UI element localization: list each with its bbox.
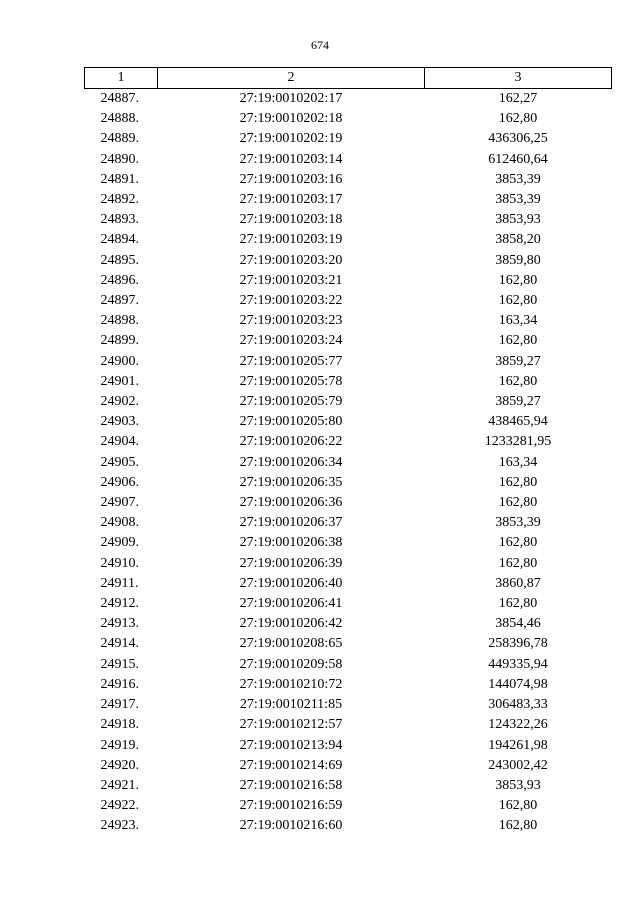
- value: 306483,33: [488, 697, 548, 713]
- value: 162,80: [498, 111, 538, 127]
- cadastral-number: 27:19:0010214:69: [239, 757, 343, 773]
- value: 162,80: [498, 535, 538, 551]
- value: 3853,39: [495, 515, 541, 531]
- value: 163,34: [498, 313, 538, 329]
- row-number: 24890.: [100, 151, 139, 167]
- row-number: 24903.: [100, 414, 139, 430]
- data-table: [84, 67, 612, 837]
- cadastral-number: 27:19:0010203:16: [239, 171, 343, 187]
- cadastral-number: 27:19:0010202:18: [239, 111, 343, 127]
- cadastral-number: 27:19:0010205:77: [239, 353, 343, 369]
- row-number: 24895.: [100, 252, 139, 268]
- table-row: [85, 513, 612, 533]
- row-number: 24906.: [100, 474, 139, 490]
- value: 612460,64: [488, 151, 548, 167]
- cadastral-number: 27:19:0010202:19: [239, 131, 343, 147]
- table-row: [85, 675, 612, 695]
- row-number: 24901.: [100, 373, 139, 389]
- value: 162,80: [498, 474, 538, 490]
- value: 162,80: [498, 495, 538, 511]
- column-header-3: 3: [425, 68, 612, 89]
- row-number: 24907.: [100, 495, 139, 511]
- table-row: [85, 392, 612, 412]
- value: 438465,94: [488, 414, 548, 430]
- cadastral-number: 27:19:0010203:17: [239, 192, 343, 208]
- row-number: 24891.: [100, 171, 139, 187]
- table-row: [85, 473, 612, 493]
- table-row: [85, 695, 612, 715]
- value: 162,80: [498, 293, 538, 309]
- table-row: [85, 291, 612, 311]
- value: 243002,42: [488, 757, 548, 773]
- cadastral-number: 27:19:0010206:22: [239, 434, 343, 450]
- value: 3854,46: [495, 616, 541, 632]
- row-number: 24900.: [100, 353, 139, 369]
- table-row: [85, 493, 612, 513]
- cadastral-number: 27:19:0010203:20: [239, 252, 343, 268]
- row-number: 24917.: [100, 697, 139, 713]
- table-row: [85, 150, 612, 170]
- value: 162,27: [498, 91, 538, 106]
- value: 449335,94: [488, 656, 548, 672]
- value: 144074,98: [488, 676, 548, 692]
- table-row: [85, 776, 612, 796]
- row-number: 24898.: [100, 313, 139, 329]
- value: 258396,78: [488, 636, 548, 652]
- value: 124322,26: [488, 717, 548, 733]
- table-row: [85, 594, 612, 614]
- cadastral-number: 27:19:0010216:59: [239, 798, 343, 814]
- cadastral-number: 27:19:0010213:94: [239, 737, 343, 753]
- table-row: [85, 352, 612, 372]
- value: 3853,93: [495, 212, 541, 228]
- cadastral-number: 27:19:0010203:14: [239, 151, 343, 167]
- value: 436306,25: [488, 131, 548, 147]
- table-row: [85, 109, 612, 129]
- cadastral-number: 27:19:0010206:42: [239, 616, 343, 632]
- column-header-2: 2: [158, 68, 425, 89]
- cadastral-number: 27:19:0010206:35: [239, 474, 343, 490]
- row-number: 24892.: [100, 192, 139, 208]
- cadastral-number: 27:19:0010206:34: [239, 454, 343, 470]
- table-row: [85, 412, 612, 432]
- table-row: [85, 634, 612, 654]
- row-number: 24911.: [100, 575, 139, 591]
- value: 194261,98: [488, 737, 548, 753]
- value: 162,80: [498, 555, 538, 571]
- header-row: [85, 68, 612, 89]
- table-row: [85, 554, 612, 574]
- cadastral-number: 27:19:0010210:72: [239, 676, 343, 692]
- table-row: [85, 655, 612, 675]
- cadastral-number: 27:19:0010206:39: [239, 555, 343, 571]
- table-row: [85, 533, 612, 553]
- table-row: [85, 170, 612, 190]
- table-row: [85, 210, 612, 230]
- table-row: [85, 251, 612, 271]
- row-number: 24894.: [100, 232, 139, 248]
- cadastral-number: 27:19:0010209:58: [239, 656, 343, 672]
- row-number: 24913.: [100, 616, 139, 632]
- table-row: [85, 331, 612, 351]
- table-row: [85, 190, 612, 210]
- table-row: [85, 574, 612, 594]
- table-body: [85, 89, 612, 837]
- value: 3853,93: [495, 777, 541, 793]
- row-number: 24887.: [100, 91, 139, 106]
- value: 1233281,95: [484, 434, 552, 450]
- table-row: [85, 89, 612, 110]
- cadastral-number: 27:19:0010206:41: [239, 596, 343, 612]
- row-number: 24909.: [100, 535, 139, 551]
- value: 3859,27: [495, 394, 541, 410]
- row-number: 24899.: [100, 333, 139, 349]
- row-number: 24904.: [100, 434, 139, 450]
- cadastral-number: 27:19:0010203:23: [239, 313, 343, 329]
- row-number: 24923.: [100, 818, 139, 834]
- row-number: 24915.: [100, 656, 139, 672]
- row-number: 24897.: [100, 293, 139, 309]
- row-number: 24918.: [100, 717, 139, 733]
- cadastral-number: 27:19:0010203:21: [239, 272, 343, 288]
- table-row: [85, 230, 612, 250]
- cadastral-number: 27:19:0010205:79: [239, 394, 343, 410]
- cadastral-number: 27:19:0010206:40: [239, 575, 343, 591]
- cadastral-number: 27:19:0010203:24: [239, 333, 343, 349]
- row-number: 24888.: [100, 111, 139, 127]
- table-row: [85, 756, 612, 776]
- value: 3860,87: [495, 575, 541, 591]
- table-row: [85, 453, 612, 473]
- row-number: 24908.: [100, 515, 139, 531]
- value: 162,80: [498, 272, 538, 288]
- value: 162,80: [498, 596, 538, 612]
- table-row: [85, 432, 612, 452]
- cadastral-number: 27:19:0010216:60: [239, 818, 343, 834]
- column-header-1: 1: [85, 68, 158, 89]
- cadastral-number: 27:19:0010206:38: [239, 535, 343, 551]
- value: 162,80: [498, 798, 538, 814]
- value: 162,80: [498, 333, 538, 349]
- cadastral-number: 27:19:0010206:37: [239, 515, 343, 531]
- table-row: [85, 816, 612, 836]
- page-number: 674: [311, 38, 329, 52]
- value: 3859,80: [495, 252, 541, 268]
- row-number: 24914.: [100, 636, 139, 652]
- table-row: [85, 372, 612, 392]
- row-number: 24896.: [100, 272, 139, 288]
- cadastral-number: 27:19:0010208:65: [239, 636, 343, 652]
- cadastral-number: 27:19:0010203:19: [239, 232, 343, 248]
- row-number: 24902.: [100, 394, 139, 410]
- cadastral-number: 27:19:0010212:57: [239, 717, 343, 733]
- table-row: [85, 614, 612, 634]
- row-number: 24889.: [100, 131, 139, 147]
- row-number: 24910.: [100, 555, 139, 571]
- cadastral-number: 27:19:0010202:17: [239, 91, 343, 106]
- row-number: 24919.: [100, 737, 139, 753]
- value: 162,80: [498, 373, 538, 389]
- table-row: [85, 129, 612, 149]
- row-number: 24905.: [100, 454, 139, 470]
- table-row: [85, 715, 612, 735]
- value: 3853,39: [495, 171, 541, 187]
- row-number: 24921.: [100, 777, 139, 793]
- cadastral-number: 27:19:0010203:18: [239, 212, 343, 228]
- row-number: 24916.: [100, 676, 139, 692]
- row-number: 24922.: [100, 798, 139, 814]
- cadastral-number: 27:19:0010205:78: [239, 373, 343, 389]
- cadastral-number: 27:19:0010206:36: [239, 495, 343, 511]
- cadastral-number: 27:19:0010205:80: [239, 414, 343, 430]
- value: 162,80: [498, 818, 538, 834]
- row-number: 24920.: [100, 757, 139, 773]
- table-row: [85, 796, 612, 816]
- table-row: [85, 311, 612, 331]
- value: 3853,39: [495, 192, 541, 208]
- value: 3859,27: [495, 353, 541, 369]
- row-number: 24912.: [100, 596, 139, 612]
- value: 163,34: [498, 454, 538, 470]
- value: 3858,20: [495, 232, 541, 248]
- table-row: [85, 736, 612, 756]
- table-row: [85, 271, 612, 291]
- cadastral-number: 27:19:0010216:58: [239, 777, 343, 793]
- row-number: 24893.: [100, 212, 139, 228]
- cadastral-number: 27:19:0010203:22: [239, 293, 343, 309]
- cadastral-number: 27:19:0010211:85: [239, 697, 343, 713]
